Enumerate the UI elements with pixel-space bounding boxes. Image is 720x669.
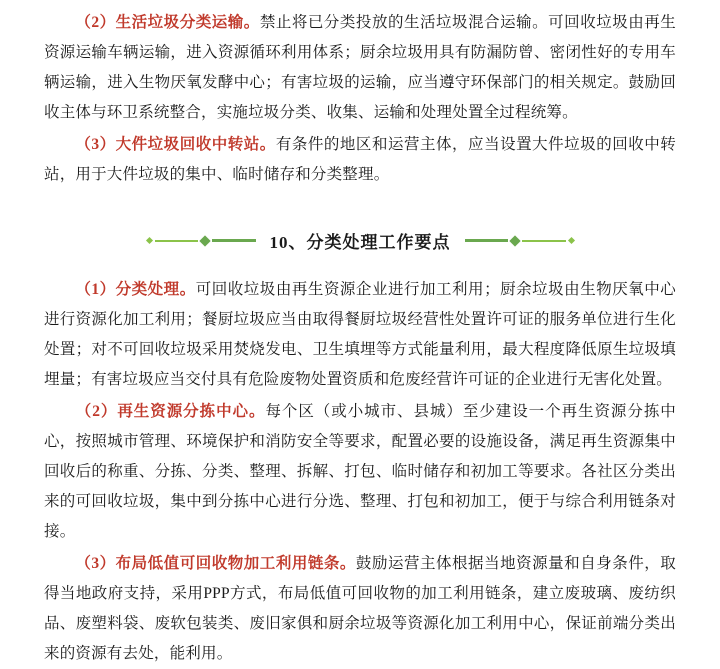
paragraph-label: （3）布局低值可回收物加工利用链条。 xyxy=(75,555,356,572)
rule-line-thin xyxy=(155,240,199,242)
paragraph-text: 每个区（或小城市、县城）至少建设一个再生资源分拣中心，按照城市管理、环境保护和消防安全等要求，配置必要的设施设备，满足再生资源集中回收后的称重、分拣、分类、整理、拆解、打包、临时储存和初加工等要求。各社区分类出来的可回收垃圾，集中到分拣中心进行分选、整理、打包和初加工，便于与综合利用链条对接。 xyxy=(44,403,676,540)
paragraph-classified-treatment xyxy=(44,275,676,395)
paragraph-bulky-waste-station xyxy=(44,130,676,190)
paragraph-text: 可回收垃圾由再生资源企业进行加工利用；厨余垃圾由生物厌氧中心进行资源化加工利用；餐厨垃圾应当由取得餐厨垃圾经营性处置许可证的服务单位进行生化处置；对不可回收垃圾采用焚烧发电、卫生填埋等方式能量利用，最大程度降低原生垃圾填埋量；有害垃圾应当交付具有危险废物处置资质和危废经营许可证的企业进行无害化处置。 xyxy=(44,281,676,388)
section-spacer xyxy=(44,192,676,218)
rule-line xyxy=(465,239,509,242)
diamond-icon xyxy=(567,237,574,244)
diamond-icon xyxy=(199,235,210,246)
section-title: 10、分类处理工作要点 xyxy=(269,233,451,252)
paragraph-text: 有条件的地区和运营主体，应当设置大件垃圾的回收中转站，用于大件垃圾的集中、临时储存和分类整理。 xyxy=(44,136,676,183)
rule-line-thin xyxy=(522,240,566,242)
diamond-icon xyxy=(145,237,152,244)
paragraph-sorting-center xyxy=(44,397,676,547)
paragraph-label: （2）再生资源分拣中心。 xyxy=(75,403,266,420)
heading-rule-right xyxy=(465,237,577,245)
paragraph-low-value-chain xyxy=(44,549,676,669)
paragraph-text: 鼓励运营主体根据当地资源量和自身条件，取得当地政府支持，采用PPP方式，布局低值可回收物的加工利用链条，建立废玻璃、废纺织品、废塑料袋、废软包装类、废旧家俱和厨余垃圾等资源化加工利用中心，保证前端分类出来的资源有去处，能利用。 xyxy=(44,555,676,662)
paragraph-transport xyxy=(44,8,676,128)
heading-rule-left xyxy=(144,237,256,245)
rule-line xyxy=(212,239,256,242)
diamond-icon xyxy=(509,235,520,246)
post-heading-spacer xyxy=(44,257,676,275)
paragraph-label: （3）大件垃圾回收中转站。 xyxy=(75,136,276,153)
section-heading xyxy=(44,228,676,253)
paragraph-label: （1）分类处理。 xyxy=(75,281,196,298)
paragraph-label: （2）生活垃圾分类运输。 xyxy=(75,14,260,31)
paragraph-text: 禁止将已分类投放的生活垃圾混合运输。可回收垃圾由再生资源运输车辆运输，进入资源循环利用体系；厨余垃圾用具有防漏防曾、密闭性好的专用车辆运输，进入生物厌氧发酵中心；有害垃圾的运输，应当遵守环保部门的相关规定。鼓励回收主体与环卫系统整合，实施垃圾分类、收集、运输和处理处置全过程统筹。 xyxy=(44,14,677,121)
